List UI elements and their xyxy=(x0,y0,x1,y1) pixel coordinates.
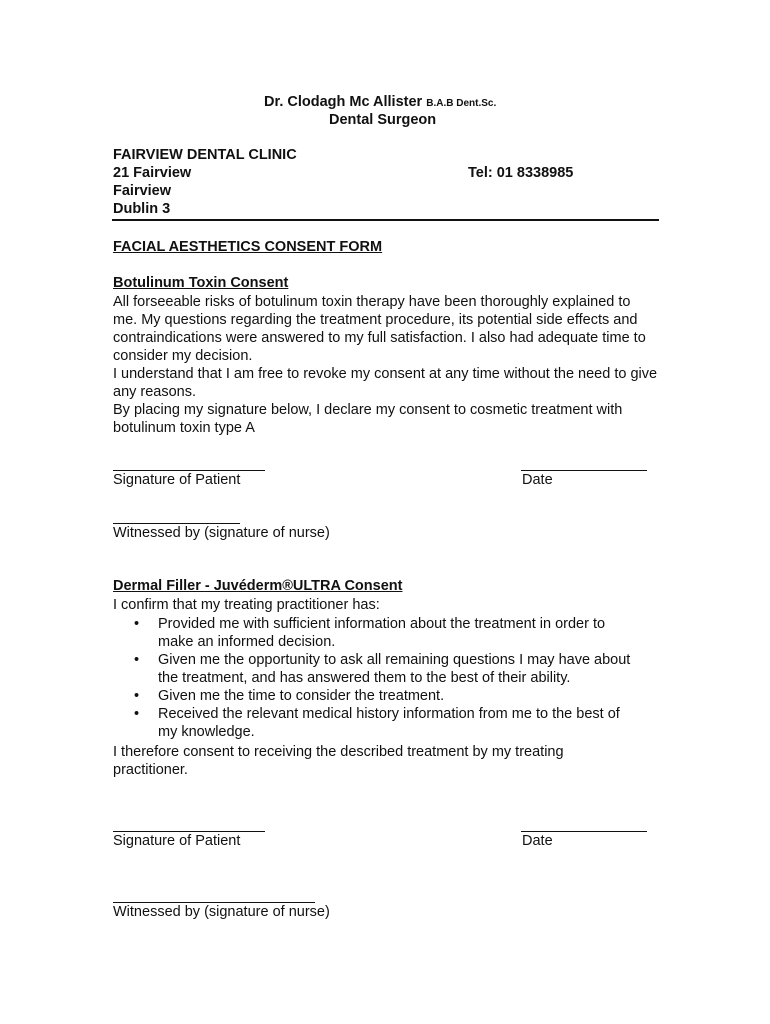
filler-heading: Dermal Filler - Juvéderm®ULTRA Consent xyxy=(113,578,403,594)
doctor-qualifications: B.A.B Dent.Sc. xyxy=(426,98,497,109)
filler-bullet-list xyxy=(113,615,643,741)
list-item-text: Provided me with sufficient information about the treatment in order to make an informed decision. xyxy=(158,616,606,650)
doctor-heading xyxy=(264,94,496,110)
botox-witness-label: Witnessed by (signature of nurse) xyxy=(113,525,330,541)
header-divider xyxy=(112,219,659,221)
form-title: FACIAL AESTHETICS CONSENT FORM xyxy=(113,239,383,255)
botox-date-line[interactable] xyxy=(521,470,647,471)
botox-witness-signature-line[interactable] xyxy=(113,523,240,524)
doctor-role: Dental Surgeon xyxy=(329,112,437,128)
filler-patient-signature-line[interactable] xyxy=(113,831,265,832)
list-item xyxy=(113,615,643,651)
botox-patient-signature-label: Signature of Patient xyxy=(113,472,241,488)
botox-patient-signature-line[interactable] xyxy=(113,470,265,471)
filler-witness-label: Witnessed by (signature of nurse) xyxy=(113,904,330,920)
filler-closing: I therefore consent to receiving the described treatment by my treating practitioner. xyxy=(113,744,564,778)
list-item-text: Received the relevant medical history information from me to the best of my knowledge. xyxy=(158,706,620,740)
filler-witness-signature-line[interactable] xyxy=(113,902,315,903)
clinic-address-line2: Fairview xyxy=(113,183,172,199)
list-item-text: Given me the time to consider the treatment. xyxy=(158,688,445,704)
botox-paragraph-3: By placing my signature below, I declare my consent to cosmetic treatment with botulinum toxin type A xyxy=(113,402,623,436)
bullet-icon: • xyxy=(134,706,140,722)
bullet-icon: • xyxy=(134,652,140,668)
bullet-icon: • xyxy=(134,616,140,632)
botox-paragraph-1: All forseeable risks of botulinum toxin therapy have been thoroughly explained to me. My questions regarding the treatment procedure, its potential side effects and contraindications were answered to my full satisfaction. I also had adequate time to consider my decision. xyxy=(113,294,646,364)
list-item xyxy=(113,705,643,741)
clinic-telephone: Tel: 01 8338985 xyxy=(468,165,574,181)
filler-intro: I confirm that my treating practitioner has: xyxy=(113,597,380,613)
clinic-address-line3: Dublin 3 xyxy=(113,201,171,217)
clinic-address-line1: 21 Fairview xyxy=(113,165,192,181)
filler-date-label: Date xyxy=(522,833,553,849)
doctor-name: Dr. Clodagh Mc Allister xyxy=(264,94,423,110)
botox-body xyxy=(113,293,658,437)
list-item-text: Given me the opportunity to ask all remaining questions I may have about the treatment, and has answered them to the best of their ability. xyxy=(158,652,631,686)
filler-patient-signature-label: Signature of Patient xyxy=(113,833,241,849)
botox-date-label: Date xyxy=(522,472,553,488)
botox-paragraph-2: I understand that I am free to revoke my consent at any time without the need to give any reasons. xyxy=(113,366,658,400)
botox-heading: Botulinum Toxin Consent xyxy=(113,275,289,291)
clinic-name: FAIRVIEW DENTAL CLINIC xyxy=(113,147,297,163)
list-item xyxy=(113,687,643,705)
bullet-icon: • xyxy=(134,688,140,704)
list-item xyxy=(113,651,643,687)
filler-date-line[interactable] xyxy=(521,831,647,832)
